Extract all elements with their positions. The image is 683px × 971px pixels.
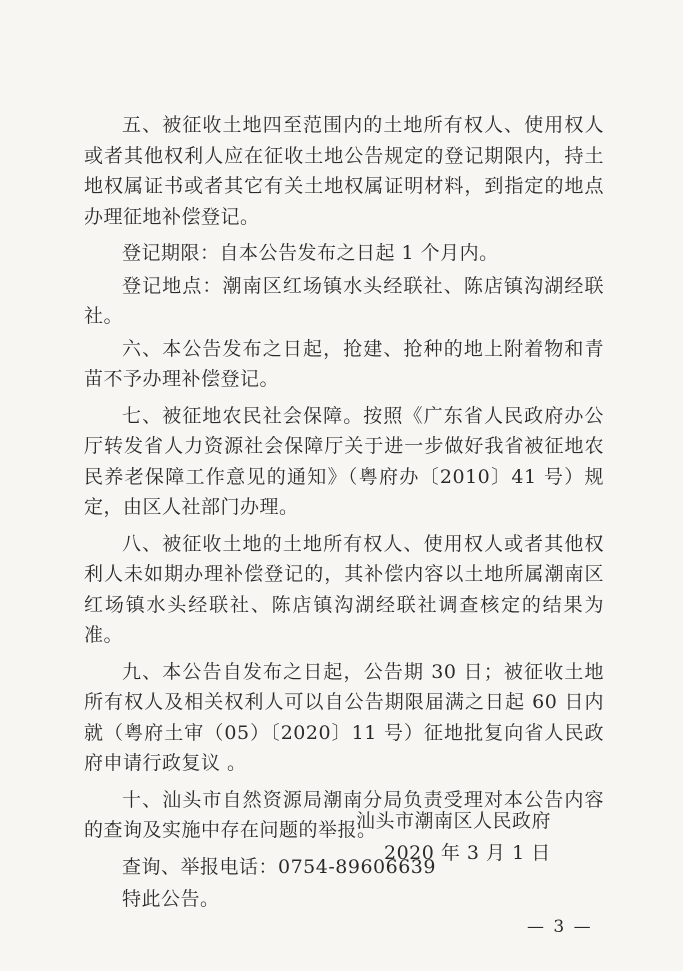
paragraph-closing: 特此公告。 xyxy=(122,888,220,910)
notice-body xyxy=(84,110,604,921)
paragraph-registration-period: 登记期限：自本公告发布之日起 1 个月内。 xyxy=(122,242,499,264)
paragraph-appeal-period: 九、本公告自发布之日起，公告期 30 日；被征收土地所有权人及相关权利人可以自公告期限届满之日起 60 日内就（粤府土审（05）〔2020〕11 号）征地批复向省人民政府申请行政复议 。 xyxy=(84,660,604,774)
paragraph-phone: 查询、举报电话：0754-89606639 xyxy=(122,855,436,878)
paragraph-inquiry: 十、汕头市自然资源局潮南分局负责受理对本公告内容的查询及实施中存在问题的举报。 xyxy=(84,788,604,841)
issue-date: 2020 年 3 月 1 日 xyxy=(384,842,551,864)
paragraph-registration-location: 登记地点：潮南区红场镇水头经联社、陈店镇沟湖经联社。 xyxy=(84,274,604,327)
issuer-signature: 汕头市潮南区人民政府 xyxy=(356,810,552,832)
paragraph-social-security: 七、被征地农民社会保障。按照《广东省人民政府办公厅转发省人力资源社会保障厅关于进一步做好我省被征地农民养老保障工作意见的通知》（粤府办〔2010〕41 号）规定，由区人社部门办理。 xyxy=(84,404,604,518)
paragraph-no-compensation: 六、本公告发布之日起，抢建、抢种的地上附着物和青苗不予办理补偿登记。 xyxy=(84,337,604,390)
page-number: — 3 — xyxy=(527,917,593,937)
paragraph-late-registration: 八、被征收土地的土地所有权人、使用权人或者其他权利人未如期办理补偿登记的，其补偿内容以土地所属潮南区红场镇水头经联社、陈店镇沟湖经联社调查核定的结果为准。 xyxy=(84,532,604,646)
paragraph-registration: 五、被征收土地四至范围内的土地所有权人、使用权人或者其他权利人应在征收土地公告规定的登记期限内，持土地权属证书或者其它有关土地权属证明材料，到指定的地点办理征地补偿登记。 xyxy=(84,114,604,228)
